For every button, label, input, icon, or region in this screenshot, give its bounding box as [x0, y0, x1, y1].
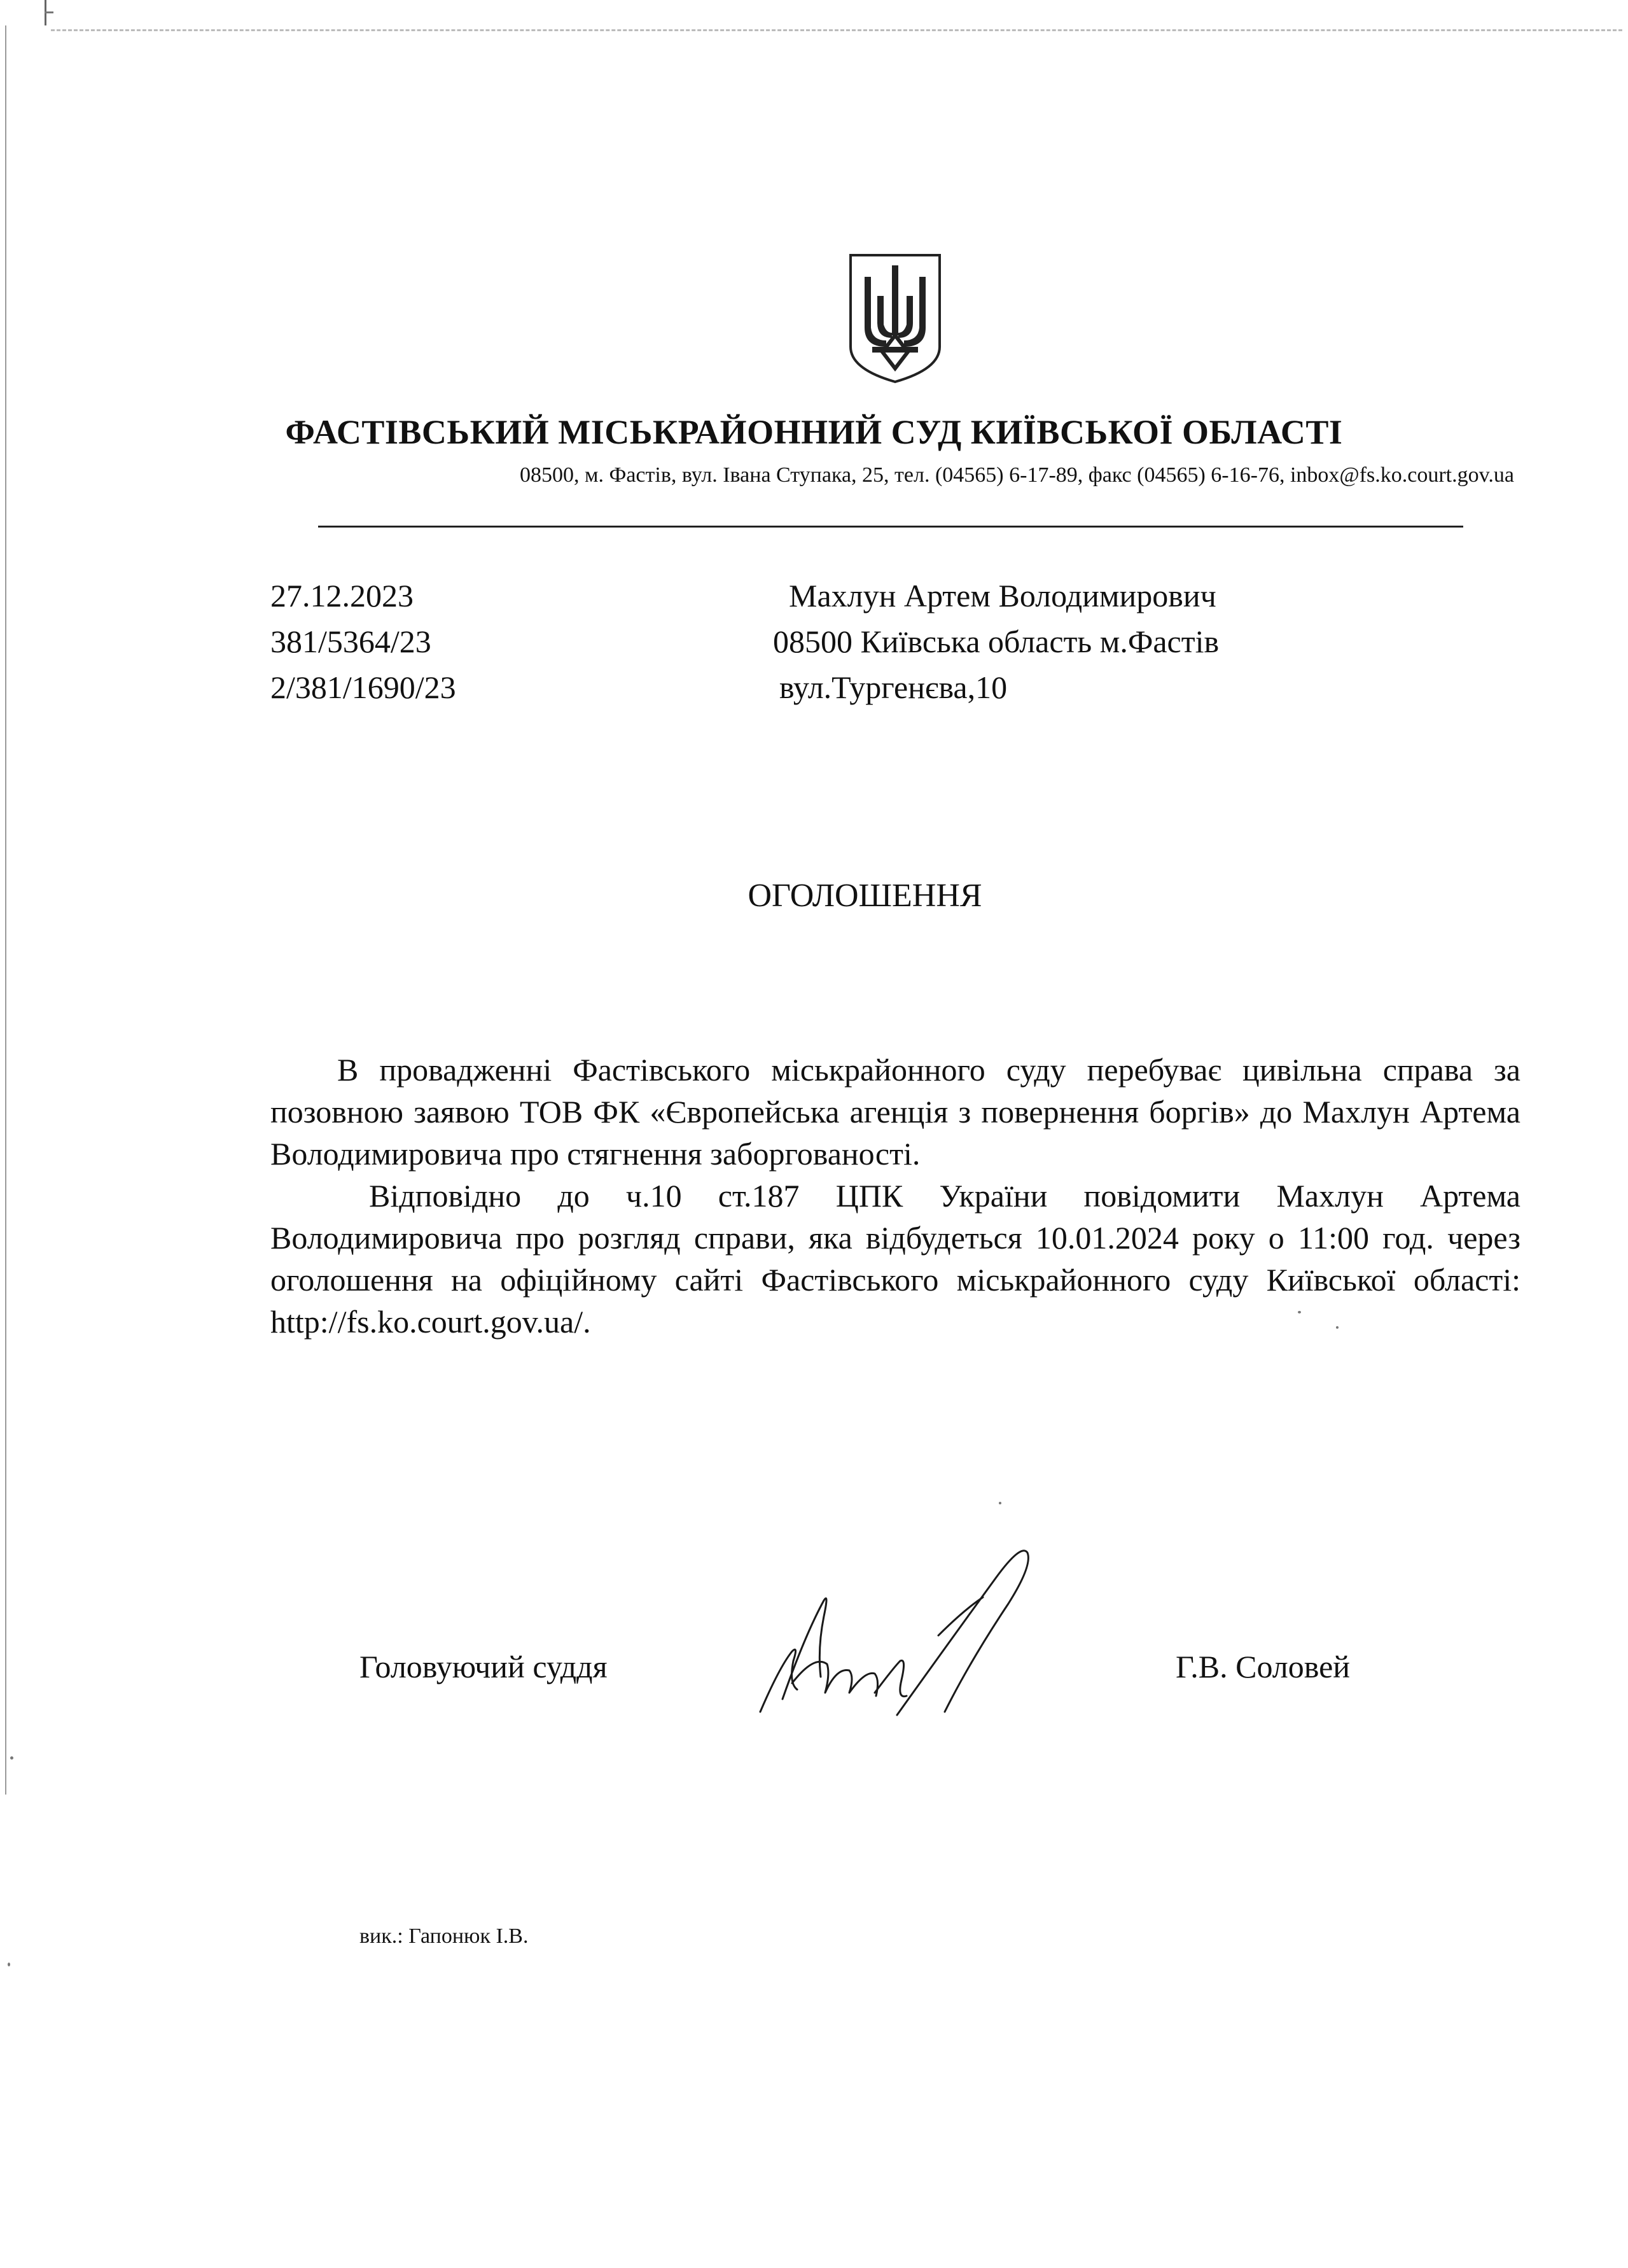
notice-body — [270, 1049, 1520, 1343]
scan-speck — [1298, 1311, 1301, 1313]
document-meta — [270, 573, 456, 710]
signer-name: Г.В. Соловей — [1176, 1649, 1351, 1684]
body-paragraph: В провадженні Фастівського міськрайонного суду перебуває цивільна справа за позовною заявою ТОВ ФК «Європейська агенція з повернення боргів» до Махлун Артема Володимировича про стягнення заборгованості. — [270, 1052, 1520, 1172]
scan-artifact-top — [45, 11, 53, 13]
recipient-street: вул.Тургенєва,10 — [779, 669, 1008, 705]
executor-note: вик.: Гапонюк І.В. — [359, 1924, 529, 1948]
header-divider — [318, 526, 1463, 528]
signature-label: Головуючий суддя — [359, 1649, 608, 1684]
court-address: 08500, м. Фастів, вул. Івана Ступака, 25, тел. (04565) 6-17-89, факс (04565) 6-16-76, inbox@fs.ko.court.gov.ua — [519, 463, 1514, 487]
handwritten-signature — [754, 1540, 1053, 1725]
document-date: 27.12.2023 — [270, 578, 414, 613]
case-number: 381/5364/23 — [270, 624, 431, 659]
proceeding-number: 2/381/1690/23 — [270, 669, 456, 705]
scan-speck — [999, 1502, 1001, 1504]
scan-artifact-dashed-line — [51, 29, 1622, 31]
scan-speck — [1336, 1326, 1339, 1329]
notice-title: ОГОЛОШЕННЯ — [748, 878, 982, 914]
recipient-name: Махлун Артем Володимирович — [789, 578, 1216, 613]
scan-speck — [8, 1963, 10, 1966]
trident-coat-of-arms-icon — [847, 251, 943, 385]
body-paragraph: Відповідно до ч.10 ст.187 ЦПК України повідомити Махлун Артема Володимировича про розгляд справи, яка відбудеться 10.01.2024 року о 11:00 год. через оголошення на офіційному сайті Фастівського міськрайонного суду Київської області: http://fs.ko.court.gov.ua/. — [270, 1178, 1520, 1340]
recipient-city: 08500 Київська область м.Фастів — [773, 624, 1220, 659]
recipient-block — [773, 573, 1219, 710]
court-name: ФАСТІВСЬКИЙ МІСЬКРАЙОННИЙ СУД КИЇВСЬКОЇ ОБЛАСТІ — [285, 413, 1343, 451]
scan-speck — [10, 1756, 13, 1760]
